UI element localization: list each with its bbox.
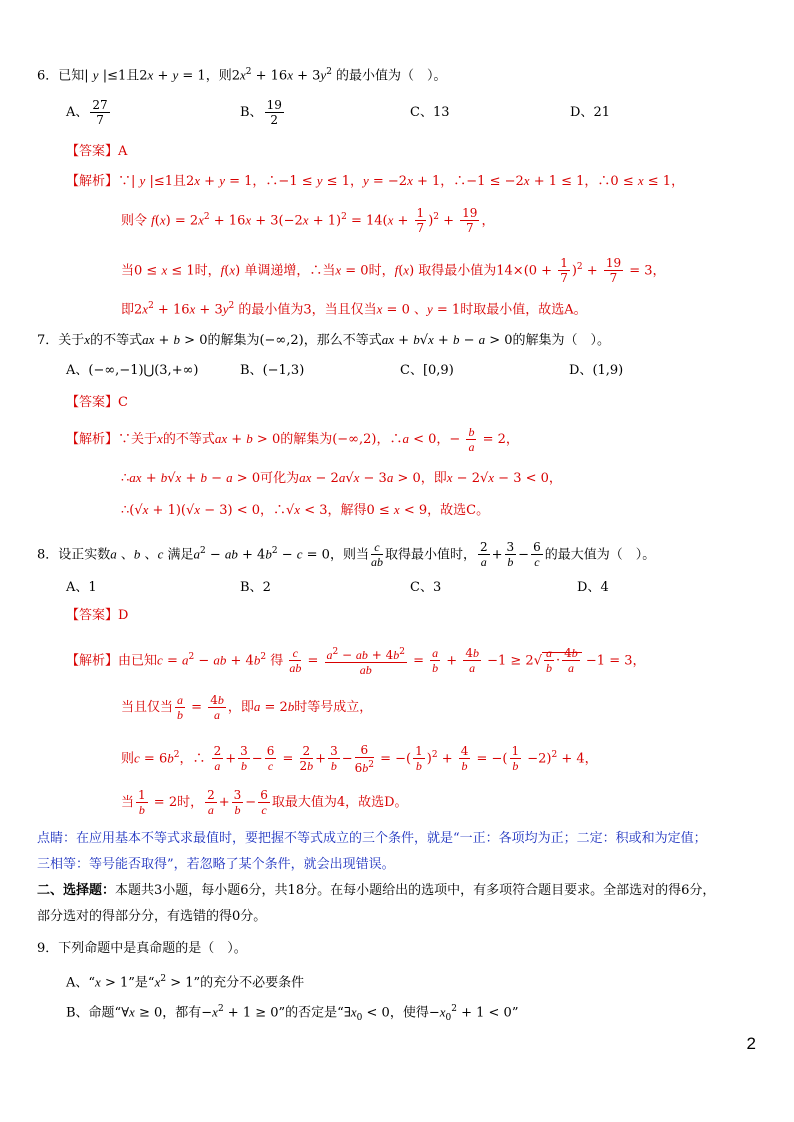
q9-option-a: A、“x > 1”是“$x^2 > 1$”的充分不必要条件 — [66, 974, 305, 991]
tip-line-2: 三相等：等号能否取得”，若忽略了某个条件，就会出现错误。 — [37, 857, 395, 872]
q6-option-c: C、13 — [410, 105, 450, 120]
q8-stem: 8．设正实数a 、b 、c 满足$a^2$ − ab + $4b^2 - c = 0$，则当 $\frac{c}{ab}$ 取得最小值时， $\frac{2}{a}$ + $\frac{3}{b}$ − $\frac{6}{c}$ 的最大值为（ ）。 — [37, 540, 656, 570]
q6-option-a: A、 $\frac{27}{7}$ — [66, 98, 108, 127]
q8-answer: 【答案】D — [66, 608, 129, 623]
page-number: 2 — [746, 1034, 756, 1053]
section-2-title: 二、选择题： — [37, 883, 116, 898]
q8-option-a: A、1 — [66, 580, 97, 595]
q8-analysis-line-3: 则$c = 6b^2$，∴ $\frac{2}{a}$ + $\frac{3}{b}$ − $\frac{6}{c}$ = $\frac{2}{2b}$ + $\frac{3}{b}$ − $\frac{6}{6b^2}$ = −( $\frac{1}{b}$ )$^2$ + $\frac{4}{b}$ = −( $\frac{1}{b}$ −2)$^2$ + 4， — [121, 742, 598, 775]
q6-option-b: B、 $\frac{19}{2}$ — [240, 98, 282, 127]
section-2-heading: 二、选择题：本题共3小题，每小题6分，共18分。在每小题给出的选项中，有多项符合题目要求。全部选对的得6分， — [37, 883, 716, 898]
q7-option-a: A、(−∞,−1)⋃(3,+∞) — [66, 363, 199, 378]
q9-stem: 9．下列命题中是真命题的是（ ）。 — [37, 941, 247, 956]
q7-stem: 7．关于x的不等式ax + b > 0的解集为(−∞,2)，那么不等式ax + b√x + b − a > 0的解集为（ ）。 — [37, 332, 611, 348]
q6-analysis-line-1: 【解析】∵| y |≤1且2x + y = 1，∴−1 ≤ y ≤ 1，y = −2x + 1，∴−1 ≤ −2x + 1 ≤ 1，∴0 ≤ x ≤ 1， — [66, 173, 685, 189]
q6-option-d: D、21 — [570, 105, 610, 120]
q8-option-b: B、2 — [240, 580, 271, 595]
q7-analysis-line-1: 【解析】∵关于x的不等式ax + b > 0的解集为(−∞,2)，∴a < 0，− $\frac{b}{a}$ = 2， — [66, 425, 519, 454]
tip-line-1: 点睛：在应用基本不等式求最值时，要把握不等式成立的三个条件，就是“一正：各项均为正；二定：积或和为定值； — [37, 831, 707, 846]
q7-option-c: C、[0,9) — [400, 363, 454, 378]
q7-analysis-line-3: ∴(√x + 1)(√x − 3) < 0，∴√x < 3，解得0 ≤ x < 9，故选C。 — [121, 502, 490, 518]
q7-answer: 【答案】C — [66, 395, 128, 410]
q6-stem: 6．已知| y |≤1且2x + y = 1，则$2x^2 + 16x + 3y^2$ 的最小值为（ ）。 — [37, 67, 447, 84]
q8-analysis-line-4: 当 $\frac{1}{b}$ = 2时， $\frac{2}{a}$ + $\frac{3}{b}$ − $\frac{6}{c}$ 取最大值为4，故选D。 — [121, 788, 408, 817]
q7-option-d: D、(1,9) — [569, 363, 624, 378]
q9-option-b: B、命题“∀x ≥ 0，都有$-x^2 + 1 \ge 0$”的否定是“$\exists x_0 < 0$，使得$-x_0^2 + 1 < 0$” — [66, 1004, 519, 1023]
q6-analysis-line-2: 则令 $f(x) = 2x^2 + 16x + 3(-2x + 1)^2 = 14(x$ + $\frac{1}{7}$ )$^2$ + $\frac{19}{7}$ ， — [121, 206, 495, 236]
q6-analysis-line-4: 即$2x^2 + 16x + 3y^2$ 的最小值为3，当且仅当x = 0 、y = 1时取最小值，故选A。 — [121, 301, 587, 318]
q7-option-b: B、(−1,3) — [240, 363, 305, 378]
q6-analysis-line-3: 当0 ≤ x ≤ 1时，f(x) 单调递增，∴当x = 0时，f(x) 取得最小值为14×(0 + $\frac{1}{7}$ )$^2$ + $\frac{19}{7}$ = 3， — [121, 256, 666, 286]
q8-option-c: C、3 — [410, 580, 442, 595]
section-2-line-2: 部分选对的得部分分，有选错的得0分。 — [37, 909, 267, 924]
q6-answer: 【答案】A — [66, 144, 128, 159]
q8-analysis-line-2: 当且仅当 $\frac{a}{b}$ = $\frac{4b}{a}$ ，即a = 2b时等号成立， — [121, 693, 373, 722]
q7-analysis-line-2: ∴ax + b√x + b − a > 0可化为ax − 2a√x − 3a > 0，即x − 2√x − 3 < 0， — [121, 470, 562, 486]
q8-analysis-line-1: 【解析】由已知$c = a^2$ − ab + $4b^2$ 得 $\frac{c}{ab}$ = $\frac{a^2 - ab + 4b^2}{ab}$ = $\frac{a}{b}$ + $\frac{4b}{a}$ −1 ≥ 2√ $\frac{a}{b}$ · $\frac{4b}{a}$ −1 = 3， — [66, 646, 646, 677]
q8-option-d: D、4 — [577, 580, 609, 595]
